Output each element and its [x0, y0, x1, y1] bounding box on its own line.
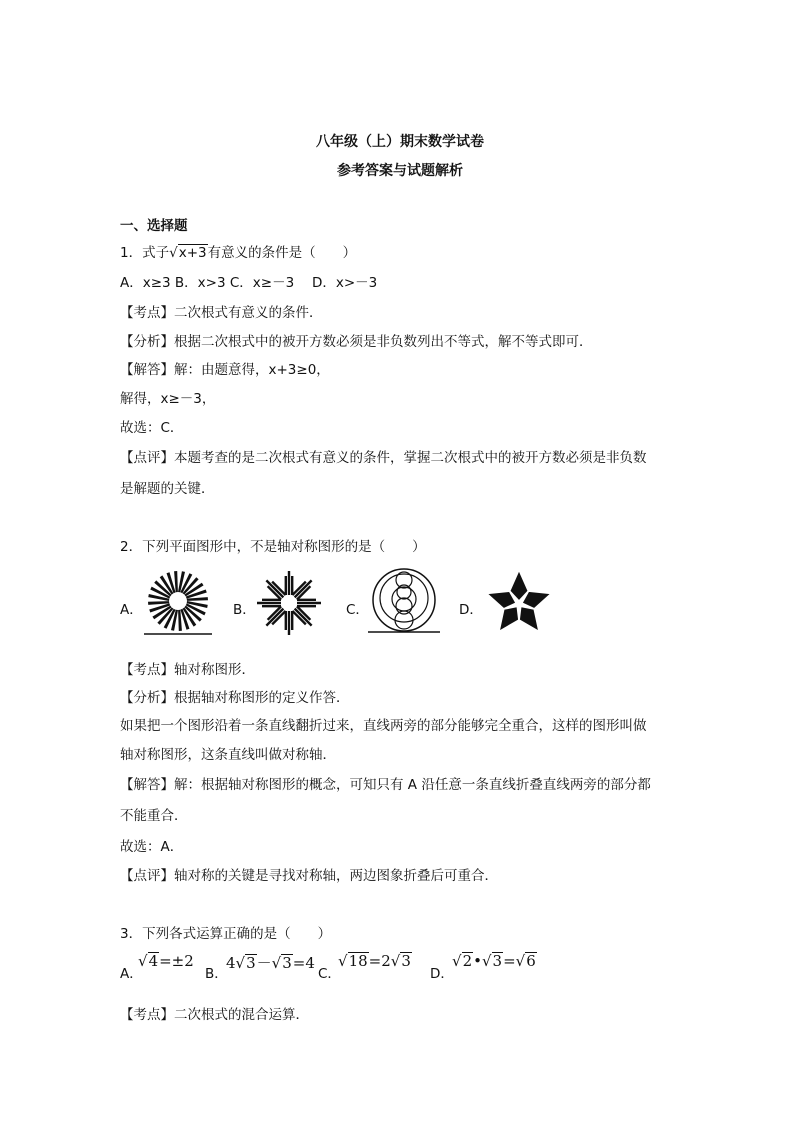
- q3-option-c-label: C．: [318, 966, 341, 982]
- section-heading: 一、选择题: [120, 218, 188, 234]
- q1-dianping-2: 是解题的关键．: [120, 481, 215, 497]
- q2-fenxi: 【分析】根据轴对称图形的定义作答．: [120, 690, 350, 706]
- q3-option-a-expr: √4=±2: [138, 952, 194, 970]
- q3-option-b-label: B．: [205, 966, 228, 982]
- q1-options: A．x≥3 B．x>3 C．x≥－3 D．x>－3: [120, 275, 378, 291]
- q1-answer: 故选：C．: [120, 420, 184, 436]
- pinwheel-figure-a: [140, 568, 216, 638]
- q2-jieda-2: 不能重合．: [120, 808, 188, 824]
- q2-kaodian: 【考点】轴对称图形．: [120, 662, 255, 678]
- q3-option-a-label: A．: [120, 966, 143, 982]
- q2-jieda-1: 【解答】解：根据轴对称图形的概念，可知只有 A 沿任意一条直线折叠直线两旁的部分都: [120, 777, 651, 793]
- page-title: 八年级（上）期末数学试卷: [316, 134, 484, 150]
- q1-stem-suffix: 有意义的条件是（ ）: [207, 245, 357, 261]
- starburst-figure-b: [252, 570, 326, 636]
- circles-figure-c: [364, 566, 444, 638]
- q2-label-a: A．: [120, 602, 143, 618]
- q3-stem: 3．下列各式运算正确的是（ ）: [120, 926, 332, 942]
- q3-option-b-expr: 4√3－√3=4: [226, 954, 315, 972]
- q2-answer: 故选：A．: [120, 839, 184, 855]
- q3-kaodian: 【考点】二次根式的混合运算．: [120, 1007, 309, 1023]
- q1-radicand: x+3: [178, 245, 207, 261]
- q1-dianping-1: 【点评】本题考查的是二次根式有意义的条件，掌握二次根式中的被开方数必须是非负数: [120, 450, 647, 466]
- q2-label-c: C．: [346, 602, 369, 618]
- q1-stem-prefix: 1．式子: [120, 245, 170, 261]
- q1-fenxi: 【分析】根据二次根式中的被开方数必须是非负数列出不等式，解不等式即可．: [120, 334, 593, 350]
- q2-dianping: 【点评】轴对称的关键是寻找对称轴，两边图象折叠后可重合．: [120, 868, 498, 884]
- q1-stem: 1．式子√x+3有意义的条件是（ ）: [120, 245, 357, 261]
- q2-body-1: 如果把一个图形沿着一条直线翻折过来，直线两旁的部分能够完全重合，这样的图形叫做: [120, 718, 647, 734]
- q2-body-2: 轴对称图形，这条直线叫做对称轴．: [120, 747, 336, 763]
- q3-option-c-expr: √18=2√3: [338, 952, 411, 970]
- q3-option-d-expr: √2•√3=√6: [452, 952, 536, 970]
- q3-option-d-label: D．: [430, 966, 454, 982]
- q2-stem: 2．下列平面图形中，不是轴对称图形的是（ ）: [120, 539, 426, 555]
- q2-label-d: D．: [459, 602, 483, 618]
- page-subtitle: 参考答案与试题解析: [337, 163, 463, 179]
- q2-label-b: B．: [233, 602, 256, 618]
- q1-kaodian: 【考点】二次根式有意义的条件．: [120, 305, 323, 321]
- q1-jieda-2: 解得，x≥－3，: [120, 391, 216, 407]
- star-figure-d: [478, 566, 560, 638]
- q1-jieda-1: 【解答】解：由题意得，x+3≥0，: [120, 362, 330, 378]
